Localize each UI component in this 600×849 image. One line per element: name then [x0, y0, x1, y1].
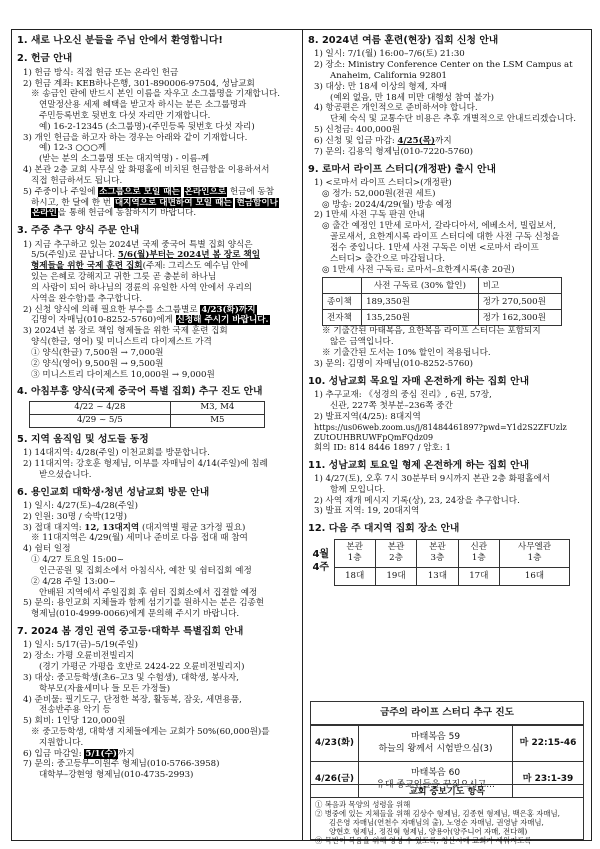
- order-line: 의 사람이 되어 하나님의 경륜의 유일한 사역 안에서 우리의: [31, 282, 253, 293]
- visit-line: 1) 일시: 4/27(토)–4/28(주일): [23, 500, 138, 511]
- order-line: 사역을 완수함)를 추구합니다.: [31, 293, 143, 304]
- offering-method: 1) 헌금 방식: 직접 헌금 또는 온라인 헌금: [23, 67, 179, 78]
- book-line: 2) 1만세 사전 구독 판권 안내: [314, 210, 425, 221]
- table-row: [308, 567, 570, 585]
- youth-line: 대학부–강현영 형제님(010-4735-2993): [39, 770, 194, 781]
- section-title: 12. 다음 주 대지역 집회 장소 안내: [308, 523, 460, 535]
- training-line: 6) 신청 및 입금 마감: 4/25(목)까지: [314, 135, 452, 146]
- brothers-line: 3) 발표 지역: 19, 20대지역: [314, 506, 420, 517]
- visit-line: 인근공원 및 집회소에서 아침식사, 예찬 및 쉼터집회 예정: [39, 565, 252, 576]
- prayer-line: ③ 목반이 복음을 위해 영성 수 있도록, 청산시에 교회가 세워지도록: [315, 836, 532, 846]
- prayer-line: 양현호 형제님, 정진혁 형제님, 양용아(양주니어 자매, 전다혜): [329, 827, 528, 837]
- book-note: 않은 금액입니다.: [330, 337, 394, 348]
- progress-table: [29, 401, 265, 428]
- table-cell: 4/22 ~ 4/28: [30, 401, 171, 414]
- order-line: 양식(한글, 영어) 및 미니스트리 다이제스트 가격: [31, 337, 212, 348]
- left-column: [17, 35, 297, 787]
- table-row: [30, 414, 265, 427]
- news-line: 2) 11대지역: 강호훈 형제님, 이부를 자매님이 4/14(주일)에 침례: [23, 458, 268, 469]
- table-row: [323, 310, 562, 326]
- news-line: 1) 14대지역: 4/28(주일) 이천교회를 방문합니다.: [23, 448, 210, 459]
- section-saturday-brothers: [308, 460, 588, 518]
- table-header-row: [323, 278, 562, 294]
- region-cell: 17대: [458, 567, 499, 585]
- offering-online: 온라인을 통해 헌금에 동참하시기 바랍니다.: [32, 208, 197, 219]
- place-cell: 본관 3층: [417, 539, 458, 567]
- section-title: 5. 지역 움직임 및 성도들 동정: [17, 433, 149, 445]
- section-yongin-visit: [17, 487, 297, 620]
- table-row: [323, 294, 562, 310]
- sisters-line: 1) 추구교재: 《성경의 중심 진리》, 6권, 57장,: [314, 390, 492, 401]
- youth-line: 6) 입금 마감일: 5/1(수)까지: [23, 748, 135, 759]
- section-title: 1. 새로 나오신 분들을 주님 안에서 환영합니다!: [17, 35, 223, 46]
- region-cell: 13대: [417, 567, 458, 585]
- table-cell: [323, 278, 362, 294]
- offering-box: 직접 헌금하셔도 됩니다.: [31, 175, 123, 186]
- training-line: 1) 일시: 7/1(월) 16:00–7/6(토) 21:30: [314, 49, 465, 60]
- youth-line: 3) 대상: 중고등학생(초6–고3 및 수험생), 대학생, 봉사자,: [23, 672, 239, 683]
- training-line: 2) 장소: Ministry Conference Center on the LSM Campus at: [314, 60, 573, 71]
- sisters-line: 신관, 227쪽 첫부분–236쪽 중간: [330, 400, 453, 411]
- offering-account: 2) 헌금 계좌: KEB하나은행, 301-890006-97504, 성남교회: [23, 78, 255, 89]
- region-cell: 16대: [500, 567, 570, 585]
- youth-line: 전송반주용 악기 등: [39, 705, 111, 716]
- section-title: 8. 2024년 여름 훈련(현장) 집회 신청 안내: [308, 35, 499, 46]
- offering-note: 연말정산용 세제 혜택을 받고자 하시는 분은 소그룹명과: [39, 100, 247, 111]
- meeting-place-table: [308, 539, 570, 586]
- book-line: 스터디> 출간으로 마감됩니다.: [330, 253, 446, 264]
- section-title: 11. 성남교회 토요일 형제 온전하게 하는 집회 안내: [308, 459, 530, 471]
- region-cell: 18대: [334, 567, 375, 585]
- table-header: 사전 구독료 (30% 할인): [362, 278, 479, 294]
- visit-line: 형제님(010-4999-0066)에게 문의해 주시기 바랍니다.: [31, 609, 240, 620]
- place-cell: 본관 1층: [334, 539, 375, 567]
- section-material-order: [17, 225, 297, 380]
- offering-note: ※ 송금인 란에 반드시 본인 이름을 자우고 소그룹명을 기재합니다.: [31, 89, 281, 100]
- youth-line: 1) 일시: 5/17(금)–5/19(주일): [23, 640, 138, 651]
- offering-online: 5) 주중이나 주일에 소그룹으로 모일 때는 온라인으로 헌금에 동참: [23, 186, 275, 197]
- book-line: ◎ 방송: 2024/4/29(월) 방송 예정: [322, 199, 453, 210]
- table-header: 비고: [478, 278, 561, 294]
- offering-online: 하시고, 한 달에 한 번 대지역으로 대면하여 모일 때는 현금함이나: [31, 197, 278, 208]
- table-cell: 135,250원: [362, 310, 479, 326]
- sisters-line: 2) 발표지역(4/25): 8대지역: [314, 411, 421, 422]
- brothers-line: 함께 모입니다.: [330, 484, 386, 495]
- price-digest: ③ 미니스트리 다이제스트 10,000원 → 9,000원: [31, 369, 215, 380]
- price-english: ② 양식(영어) 9,500원 → 9,500원: [31, 358, 164, 369]
- youth-line: 4) 준비물: 필기도구, 단정한 복장, 활동복, 잠옷, 세면용품,: [23, 694, 242, 705]
- box-title: 금주의 라이프 스터디 추구 진도: [311, 702, 583, 725]
- table-cell: 종이책: [323, 294, 362, 310]
- book-note: ※ 기출간된 마태복음, 요한복음 라이프 스터디는 포함되지: [322, 326, 541, 337]
- offering-box: 4) 본관 2층 교회 사무실 앞 화평홀에 비치된 헌금함을 이용하셔서: [23, 165, 270, 176]
- right-column: [308, 35, 588, 846]
- book-note: ※ 기출간된 도서는 10% 할인이 적용됩니다.: [322, 348, 491, 359]
- table-cell: 정가 270,500원: [478, 294, 561, 310]
- table-cell: 전자책: [323, 310, 362, 326]
- order-line: 2) 신청 양식에 의해 필요한 부수를 소그룹별로 4/23(화)까지: [23, 304, 256, 315]
- section-meeting-places: [308, 523, 588, 585]
- youth-line: 학부모(자율세미나 들 모든 가정들): [39, 683, 171, 694]
- subscription-table: [322, 277, 562, 326]
- training-line: 7) 문의: 김용익 형제님(010-7220-5760): [314, 146, 473, 157]
- visit-line: 4) 쉼터 일정: [23, 544, 71, 555]
- section-title: 3. 주중 추구 양식 주문 안내: [17, 225, 140, 237]
- section-offering: [17, 53, 297, 219]
- box-title: 교회 중보기도 항목: [409, 787, 485, 797]
- training-line: 3) 대상: 만 18세 이상의 형제, 자매: [314, 81, 448, 92]
- place-cell: 사무엘관 1층: [500, 539, 570, 567]
- offering-personal: 3) 개인 헌금을 하고자 하는 경우는 아래와 같이 기재합니다.: [23, 132, 248, 143]
- table-cell: 정가 162,300원: [478, 310, 561, 326]
- training-line: 5) 신청금: 400,000원: [314, 125, 400, 136]
- place-cell: 신관 1층: [458, 539, 499, 567]
- table-row: [308, 539, 570, 567]
- column-divider: [302, 30, 303, 840]
- visit-line: ② 4/28 주일 13:00~: [31, 576, 116, 587]
- section-title: 7. 2024 봄 경인 권역 중고등·대학부 특별집회 안내: [17, 626, 244, 638]
- training-line: 4) 항공편은 개인적으로 준비하셔야 합니다.: [314, 103, 478, 114]
- study-content: 마태복음 60 유대 종교인들을 꾸짖으시고...: [359, 762, 513, 797]
- section-romans-life-study: [308, 164, 588, 370]
- training-line: Anaheim, California 92801: [330, 71, 447, 81]
- youth-line: ※ 중고등학생, 대학생 지체들에게는 교회가 50%(60,000원)를: [31, 726, 270, 737]
- brothers-line: 1) 4/27(토), 오후 7시 30분부터 9시까지 본관 2층 화평홀에서: [314, 473, 551, 484]
- section-welcome: [17, 35, 297, 47]
- section-title: 4. 아침부흥 양식(국제 중국어 특별 집회) 추구 진도 안내: [17, 386, 263, 398]
- offering-example: 예) 16-2-12345 (소그룹명)-(주민등록 뒷번호 다섯 자리): [39, 121, 255, 132]
- youth-line: 5) 회비: 1인당 120,000원: [23, 716, 126, 727]
- prayer-items: [310, 784, 584, 846]
- book-line: ◎ 출간 예정인 1만세 로마서, 갈라디아서, 에베소서, 빌립보서,: [322, 221, 556, 232]
- meeting-id: 회의 ID: 814 8446 1897 / 암호: 1: [314, 442, 451, 453]
- study-day: 4/26(금): [311, 762, 359, 797]
- table-row: [30, 401, 265, 414]
- prayer-line: 김은영 자매님(연천수 자매님의 출), 노영순 자매님, 권영남 자매님,: [329, 818, 544, 828]
- book-note: 3) 문의: 김명이 자매님(010-8252-5760): [314, 358, 473, 369]
- section-region-news: [17, 434, 297, 481]
- order-line: 있는 은혜로 강해지고 귀한 그릇 곧 충분히 하나님: [31, 272, 217, 283]
- offering-example: 예) 12-3 ○○○께: [39, 143, 107, 154]
- order-line: 5/5(주일)로 끝납니다. 5/6(월)부터는 2024년 봄 장로 책임: [31, 250, 260, 261]
- study-reference: 마 23:1-39: [522, 773, 574, 784]
- book-line: 골로새서, 요한계시록 라이프 스터디에 대한 사전 구독 신청을: [330, 232, 560, 243]
- order-line: 1) 지금 추구하고 있는 2024년 국제 중국어 특별 집회 양식은: [23, 239, 253, 250]
- section-title: 10. 성남교회 목요일 자매 온전하게 하는 집회 안내: [308, 375, 530, 387]
- visit-line: 3) 접대 대지역: 12, 13대지역 (대지역별 평균 3가정 필요): [23, 522, 246, 533]
- order-line: 3) 2024년 봄 장로 책임 형제들을 위한 국제 훈련 집회: [23, 326, 228, 337]
- bulletin-page: [11, 29, 592, 846]
- section-title: 6. 용인교회 대학생·청년 성남교회 방문 안내: [17, 486, 210, 498]
- table-cell: M5: [170, 414, 264, 427]
- visit-line: 5) 문의: 용인교회 지체들과 함께 섬기기를 원하시는 분은 김종현: [23, 598, 265, 609]
- training-line: 단체 숙식 및 교통수단 비용은 추후 개별적으로 안내드리겠습니다.: [330, 114, 576, 125]
- zoom-link[interactable]: ZUtOUHBRUWFpQmFQdz09: [314, 432, 434, 442]
- table-row: [311, 725, 583, 761]
- visit-line: ① 4/27 토요일 15:00~: [31, 555, 124, 566]
- study-content: 마태복음 59 하늘의 왕께서 시험받으심(3): [359, 726, 513, 761]
- order-line: 형제들을 위한 국제 훈련 집회(주제: 그리스도 예수님 안에: [31, 261, 249, 272]
- youth-line: 2) 장소: 가평 오륜비전빌리지: [23, 651, 135, 662]
- study-reference: 마 22:15-46: [519, 737, 577, 748]
- region-cell: 19대: [375, 567, 416, 585]
- news-line: 받으셨습니다.: [39, 469, 92, 480]
- book-line: ◎ 정가: 52,000원(전권 세트): [322, 188, 436, 199]
- study-day: 4/23(화): [311, 726, 359, 761]
- youth-line: (경기 가평군 가평읍 호반로 2424-22 오륜비전빌리지): [39, 662, 245, 673]
- youth-line: 7) 문의: 중고등부–이원주 형제님(010-5766-3958): [23, 759, 220, 770]
- zoom-link[interactable]: https://us06web.zoom.us/j/81484461897?pwd=Y1d2S2ZFUzlz: [314, 422, 567, 432]
- offering-example: (받는 분의 소그룹명 또는 대지역명) - 이름-께: [39, 154, 210, 165]
- prayer-line: ① 복음과 목양의 성령을 위해: [315, 800, 411, 810]
- prayer-line: ② 병중에 있는 지체들을 위해 김상수 형제님, 김종현 형제님, 백은홍 자매님,: [315, 809, 560, 819]
- visit-line: 2) 인원: 30명 / 숙박(12명): [23, 511, 127, 522]
- book-line: ◎ 1만세 사전 구독료: 로마서–요한계시록(총 20권): [322, 264, 515, 275]
- price-korean: ① 양식(한글) 7,500원 → 7,000원: [31, 347, 164, 358]
- brothers-line: 2) 사역 재개 메시지 기록(상), 23, 24장을 추구합니다.: [314, 495, 520, 506]
- book-line: 1) <로마서 라이프 스터디>(개정판): [314, 177, 452, 188]
- section-summer-training: [308, 35, 588, 158]
- training-line: (예외 없음, 만 18세 미만 대행성 참여 불가): [330, 92, 495, 103]
- section-title: 9. 로마서 라이프 스터디(개정판) 출시 안내: [308, 163, 496, 175]
- section-title: 2. 헌금 안내: [17, 53, 73, 65]
- book-line: 접수 중입니다. 1만세 사전 구독은 이번 <로마서 라이프: [330, 242, 539, 253]
- offering-note: 주민등록번호 뒷번호 다섯 자리만 기재합니다.: [39, 111, 211, 121]
- place-cell: 본관 2층: [375, 539, 416, 567]
- table-cell: 189,350원: [362, 294, 479, 310]
- table-cell: 4/29 ~ 5/5: [30, 414, 171, 427]
- order-line: 김명이 자매님(010-8252-5760)에게 신청해 주시기 바랍니다.: [31, 315, 269, 326]
- section-youth-conference: [17, 626, 297, 781]
- youth-line: 지원합니다.: [39, 737, 84, 748]
- section-morning-revival: [17, 386, 297, 427]
- visit-line: 안배된 지역에서 주일집회 후 쉼터 집회소에서 집결할 예정: [39, 587, 258, 598]
- week-label: 4월 4주: [312, 549, 330, 574]
- section-thursday-sisters: [308, 376, 588, 454]
- table-cell: M3, M4: [170, 401, 264, 414]
- visit-line: ※ 11대지역은 4/29(월) 세미나 준비로 다음 접대 때 참여: [31, 533, 248, 544]
